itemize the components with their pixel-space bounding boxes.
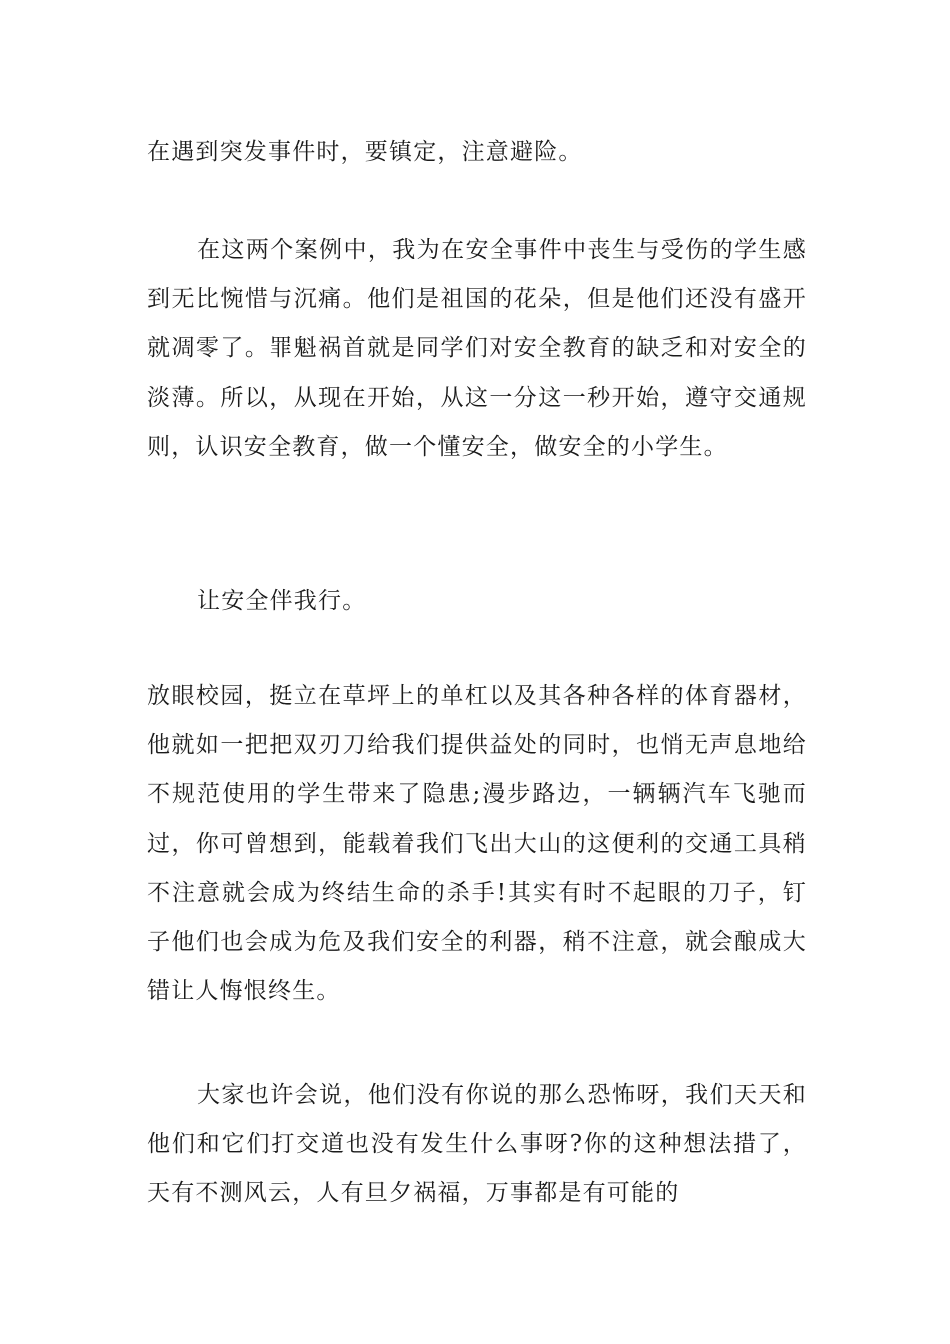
paragraph-5: 大家也许会说，他们没有你说的那么恐怖呀，我们天天和他们和它们打交道也没有发生什么事呀?你的这种想法措了，天有不测风云，人有旦夕祸福，万事都是有可能的 (147, 1082, 807, 1207)
paragraph-2: 在这两个案例中，我为在安全事件中丧生与受伤的学生感到无比惋惜与沉痛。他们是祖国的花朵，但是他们还没有盛开就凋零了。罪魁祸首就是同学们对安全教育的缺乏和对安全的淡薄。所以，从现在开始，从这一分这一秒开始，遵守交通规则，认识安全教育，做一个懂安全，做安全的小学生。 (147, 237, 807, 460)
paragraph-1: 在遇到突发事件时，要镇定，注意避险。 (147, 139, 583, 165)
paragraph-4: 放眼校园，挺立在草坪上的单杠以及其各种各样的体育器材，他就如一把把双刃刀给我们提供益处的同时，也悄无声息地给不规范使用的学生带来了隐患;漫步路边，一辆辆汽车飞驰而过，你可曾想到，能载着我们飞出大山的这便利的交通工具稍不注意就会成为终结生命的杀手!其实有时不起眼的刀子，钉子他们也会成为危及我们安全的利器，稍不注意，就会酿成大错让人悔恨终生。 (147, 683, 807, 1005)
paragraph-3: 让安全伴我行。 (197, 588, 367, 614)
